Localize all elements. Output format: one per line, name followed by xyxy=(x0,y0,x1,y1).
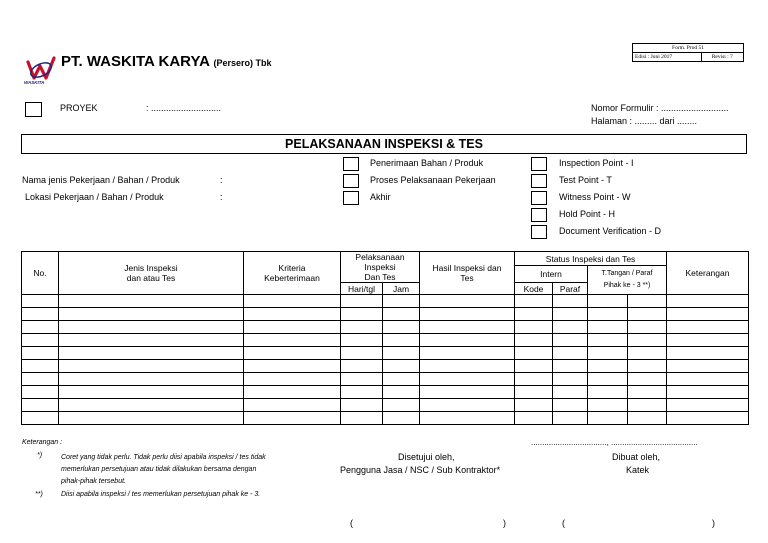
table-cell[interactable] xyxy=(515,321,553,334)
table-cell[interactable] xyxy=(341,399,383,412)
table-cell[interactable] xyxy=(59,386,244,399)
col-ttangan: T.Tangan / Paraf Pihak ke - 3 **) xyxy=(588,266,667,295)
option-akhir: Akhir xyxy=(370,192,391,202)
table-cell[interactable] xyxy=(59,399,244,412)
table-cell[interactable] xyxy=(628,399,667,412)
table-cell[interactable] xyxy=(553,321,588,334)
table-cell[interactable] xyxy=(244,334,341,347)
table-row xyxy=(22,321,749,334)
table-cell[interactable] xyxy=(515,412,553,425)
table-cell[interactable] xyxy=(420,399,515,412)
table-cell[interactable] xyxy=(515,399,553,412)
table-cell[interactable] xyxy=(553,412,588,425)
table-cell[interactable] xyxy=(588,321,628,334)
table-cell[interactable] xyxy=(383,321,420,334)
table-cell[interactable] xyxy=(588,373,628,386)
col-pelaksanaan: Pelaksanaan Inspeksi Dan Tes xyxy=(341,252,420,283)
date-line[interactable]: .................................., ....................................... xyxy=(531,438,698,447)
table-row xyxy=(22,295,749,308)
field-location[interactable] xyxy=(25,192,164,202)
table-cell[interactable] xyxy=(667,334,749,347)
table-cell[interactable] xyxy=(515,386,553,399)
col-hari: Hari/tgl xyxy=(341,283,383,295)
table-cell[interactable] xyxy=(628,373,667,386)
approved-sign-open: ( xyxy=(350,518,353,528)
table-cell[interactable] xyxy=(59,347,244,360)
table-cell[interactable] xyxy=(59,295,244,308)
form-reference xyxy=(632,43,744,62)
table-cell[interactable] xyxy=(628,295,667,308)
table-cell[interactable] xyxy=(244,373,341,386)
table-cell[interactable] xyxy=(244,321,341,334)
table-cell[interactable] xyxy=(22,373,59,386)
made-by-label: Dibuat oleh, xyxy=(612,452,661,462)
table-row xyxy=(22,347,749,360)
col-kode: Kode xyxy=(515,283,553,295)
checkbox-witness-point[interactable] xyxy=(531,191,547,205)
table-cell[interactable] xyxy=(553,347,588,360)
table-row xyxy=(22,412,749,425)
table-cell[interactable] xyxy=(588,386,628,399)
table-cell[interactable] xyxy=(22,412,59,425)
table-cell[interactable] xyxy=(628,386,667,399)
col-paraf: Paraf xyxy=(553,283,588,295)
approved-by-label: Disetujui oleh, xyxy=(398,452,455,462)
checkbox-inspection-point[interactable] xyxy=(531,157,547,171)
logo-wordmark: WASKITA xyxy=(24,80,45,85)
table-cell[interactable] xyxy=(588,295,628,308)
table-row xyxy=(22,334,749,347)
approved-sign-close: ) xyxy=(503,518,506,528)
table-cell[interactable] xyxy=(244,386,341,399)
table-cell[interactable] xyxy=(59,308,244,321)
col-jam: Jam xyxy=(383,283,420,295)
table-cell[interactable] xyxy=(420,308,515,321)
checkbox-hold-point[interactable] xyxy=(531,208,547,222)
table-cell[interactable] xyxy=(341,334,383,347)
table-cell[interactable] xyxy=(420,321,515,334)
table-cell[interactable] xyxy=(628,308,667,321)
table-cell[interactable] xyxy=(22,386,59,399)
table-cell[interactable] xyxy=(667,386,749,399)
table-cell[interactable] xyxy=(22,399,59,412)
table-row xyxy=(22,399,749,412)
table-cell[interactable] xyxy=(22,360,59,373)
table-cell[interactable] xyxy=(588,399,628,412)
table-row xyxy=(22,386,749,399)
project-label: PROYEK xyxy=(60,103,98,113)
page-field[interactable]: Halaman : ......... dari ........ xyxy=(591,116,698,126)
company-name: PT. WASKITA KARYA (Persero) Tbk xyxy=(61,53,272,70)
table-cell[interactable] xyxy=(22,347,59,360)
project-checkbox[interactable] xyxy=(25,102,42,117)
field-job-name-label: Nama jenis Pekerjaan / Bahan / Produk xyxy=(22,175,180,185)
table-cell[interactable] xyxy=(244,347,341,360)
page-title: PELAKSANAAN INSPEKSI & TES xyxy=(21,134,747,154)
table-cell[interactable] xyxy=(553,386,588,399)
checkbox-penerimaan[interactable] xyxy=(343,157,359,171)
note1-mark: *) xyxy=(37,452,43,459)
checkbox-document-verification[interactable] xyxy=(531,225,547,239)
field-job-name[interactable] xyxy=(22,175,180,185)
table-cell[interactable] xyxy=(515,347,553,360)
table-cell[interactable] xyxy=(420,373,515,386)
table-cell[interactable] xyxy=(588,347,628,360)
made-sign-close: ) xyxy=(712,518,715,528)
table-cell[interactable] xyxy=(244,412,341,425)
point-witness: Witness Point - W xyxy=(559,192,631,202)
table-cell[interactable] xyxy=(628,334,667,347)
table-cell[interactable] xyxy=(420,386,515,399)
table-cell[interactable] xyxy=(420,412,515,425)
table-cell[interactable] xyxy=(59,334,244,347)
col-hasil: Hasil Inspeksi dan Tes xyxy=(420,252,515,295)
table-cell[interactable] xyxy=(628,321,667,334)
table-cell[interactable] xyxy=(383,334,420,347)
table-cell[interactable] xyxy=(383,360,420,373)
table-cell[interactable] xyxy=(667,295,749,308)
table-cell[interactable] xyxy=(588,334,628,347)
col-intern: Intern xyxy=(515,266,588,283)
table-cell[interactable] xyxy=(420,295,515,308)
form-number: Form. Prod 51 xyxy=(633,44,744,53)
point-document: Document Verification - D xyxy=(559,226,662,236)
table-cell[interactable] xyxy=(588,308,628,321)
field-job-name-colon: : xyxy=(220,175,223,185)
table-cell[interactable] xyxy=(667,373,749,386)
table-cell[interactable] xyxy=(383,308,420,321)
company-suffix: (Persero) Tbk xyxy=(213,58,272,68)
field-location-label: Lokasi Pekerjaan / Bahan / Produk xyxy=(25,192,164,202)
col-kriteria: Kriteria Keberterimaan xyxy=(244,252,341,295)
table-cell[interactable] xyxy=(341,386,383,399)
table-cell[interactable] xyxy=(244,360,341,373)
table-cell[interactable] xyxy=(420,334,515,347)
table-cell[interactable] xyxy=(667,321,749,334)
project-value[interactable]: : ............................ xyxy=(146,103,222,113)
table-cell[interactable] xyxy=(588,412,628,425)
note2-text: Diisi apabila inspeksi / tes memerlukan persetujuan pihak ke - 3. xyxy=(61,491,261,498)
table-cell[interactable] xyxy=(553,334,588,347)
checkbox-akhir[interactable] xyxy=(343,191,359,205)
notes-title: Keterangan : xyxy=(22,439,63,446)
table-cell[interactable] xyxy=(341,321,383,334)
table-cell[interactable] xyxy=(244,308,341,321)
table-cell[interactable] xyxy=(628,360,667,373)
made-by-role: Katek xyxy=(626,465,650,475)
table-cell[interactable] xyxy=(588,360,628,373)
form-number-field[interactable]: Nomor Formulir : ........................... xyxy=(591,103,729,113)
col-status: Status Inspeksi dan Tes xyxy=(515,252,667,266)
table-cell[interactable] xyxy=(515,360,553,373)
col-keterangan: Keterangan xyxy=(667,252,749,295)
table-cell[interactable] xyxy=(667,399,749,412)
table-cell[interactable] xyxy=(341,347,383,360)
checkbox-proses[interactable] xyxy=(343,174,359,188)
table-cell[interactable] xyxy=(628,412,667,425)
option-penerimaan: Penerimaan Bahan / Produk xyxy=(370,158,484,168)
table-cell[interactable] xyxy=(341,412,383,425)
table-cell[interactable] xyxy=(383,295,420,308)
table-cell[interactable] xyxy=(59,412,244,425)
table-cell[interactable] xyxy=(420,347,515,360)
table-cell[interactable] xyxy=(628,347,667,360)
table-cell[interactable] xyxy=(515,295,553,308)
inspection-table xyxy=(21,251,749,425)
table-cell[interactable] xyxy=(553,399,588,412)
note1-text: Coret yang tidak perlu. Tidak perlu diisi apabila inspeksi / tes tidak memerlukan persetujuan atau tidak dilakukan bersama dengan pihak-pihak tersebut. xyxy=(61,454,266,485)
col-no: No. xyxy=(22,252,59,295)
table-row xyxy=(22,373,749,386)
field-location-colon: : xyxy=(220,192,223,202)
table-cell[interactable] xyxy=(341,360,383,373)
table-cell[interactable] xyxy=(244,295,341,308)
table-cell[interactable] xyxy=(515,373,553,386)
table-cell[interactable] xyxy=(59,373,244,386)
point-test: Test Point - T xyxy=(559,175,612,185)
table-cell[interactable] xyxy=(383,386,420,399)
table-cell[interactable] xyxy=(22,295,59,308)
table-cell[interactable] xyxy=(59,321,244,334)
table-cell[interactable] xyxy=(341,373,383,386)
table-cell[interactable] xyxy=(383,412,420,425)
table-cell[interactable] xyxy=(667,308,749,321)
table-cell[interactable] xyxy=(59,360,244,373)
table-cell[interactable] xyxy=(22,334,59,347)
table-cell[interactable] xyxy=(341,308,383,321)
option-proses: Proses Pelaksanaan Pekerjaan xyxy=(370,175,496,185)
table-cell[interactable] xyxy=(515,334,553,347)
col-jenis: Jenis Inspeksi dan atau Tes xyxy=(59,252,244,295)
point-inspection: Inspection Point - I xyxy=(559,158,634,168)
table-row xyxy=(22,360,749,373)
note2-mark: **) xyxy=(35,491,43,498)
checkbox-test-point[interactable] xyxy=(531,174,547,188)
table-cell[interactable] xyxy=(667,412,749,425)
table-cell[interactable] xyxy=(383,373,420,386)
table-cell[interactable] xyxy=(553,360,588,373)
table-cell[interactable] xyxy=(553,373,588,386)
revision: Revisi : 7 xyxy=(701,53,743,62)
table-cell[interactable] xyxy=(553,308,588,321)
point-hold: Hold Point - H xyxy=(559,209,616,219)
table-cell[interactable] xyxy=(667,347,749,360)
edition: Edisi : Juni 2017 xyxy=(633,53,702,62)
table-cell[interactable] xyxy=(383,347,420,360)
table-cell[interactable] xyxy=(515,308,553,321)
table-cell[interactable] xyxy=(244,399,341,412)
table-cell[interactable] xyxy=(341,295,383,308)
table-cell[interactable] xyxy=(667,360,749,373)
approved-by-role: Pengguna Jasa / NSC / Sub Kontraktor* xyxy=(340,465,501,475)
table-cell[interactable] xyxy=(553,295,588,308)
made-sign-open: ( xyxy=(562,518,565,528)
table-cell[interactable] xyxy=(383,399,420,412)
table-cell[interactable] xyxy=(22,308,59,321)
table-row xyxy=(22,308,749,321)
table-cell[interactable] xyxy=(22,321,59,334)
table-cell[interactable] xyxy=(420,360,515,373)
